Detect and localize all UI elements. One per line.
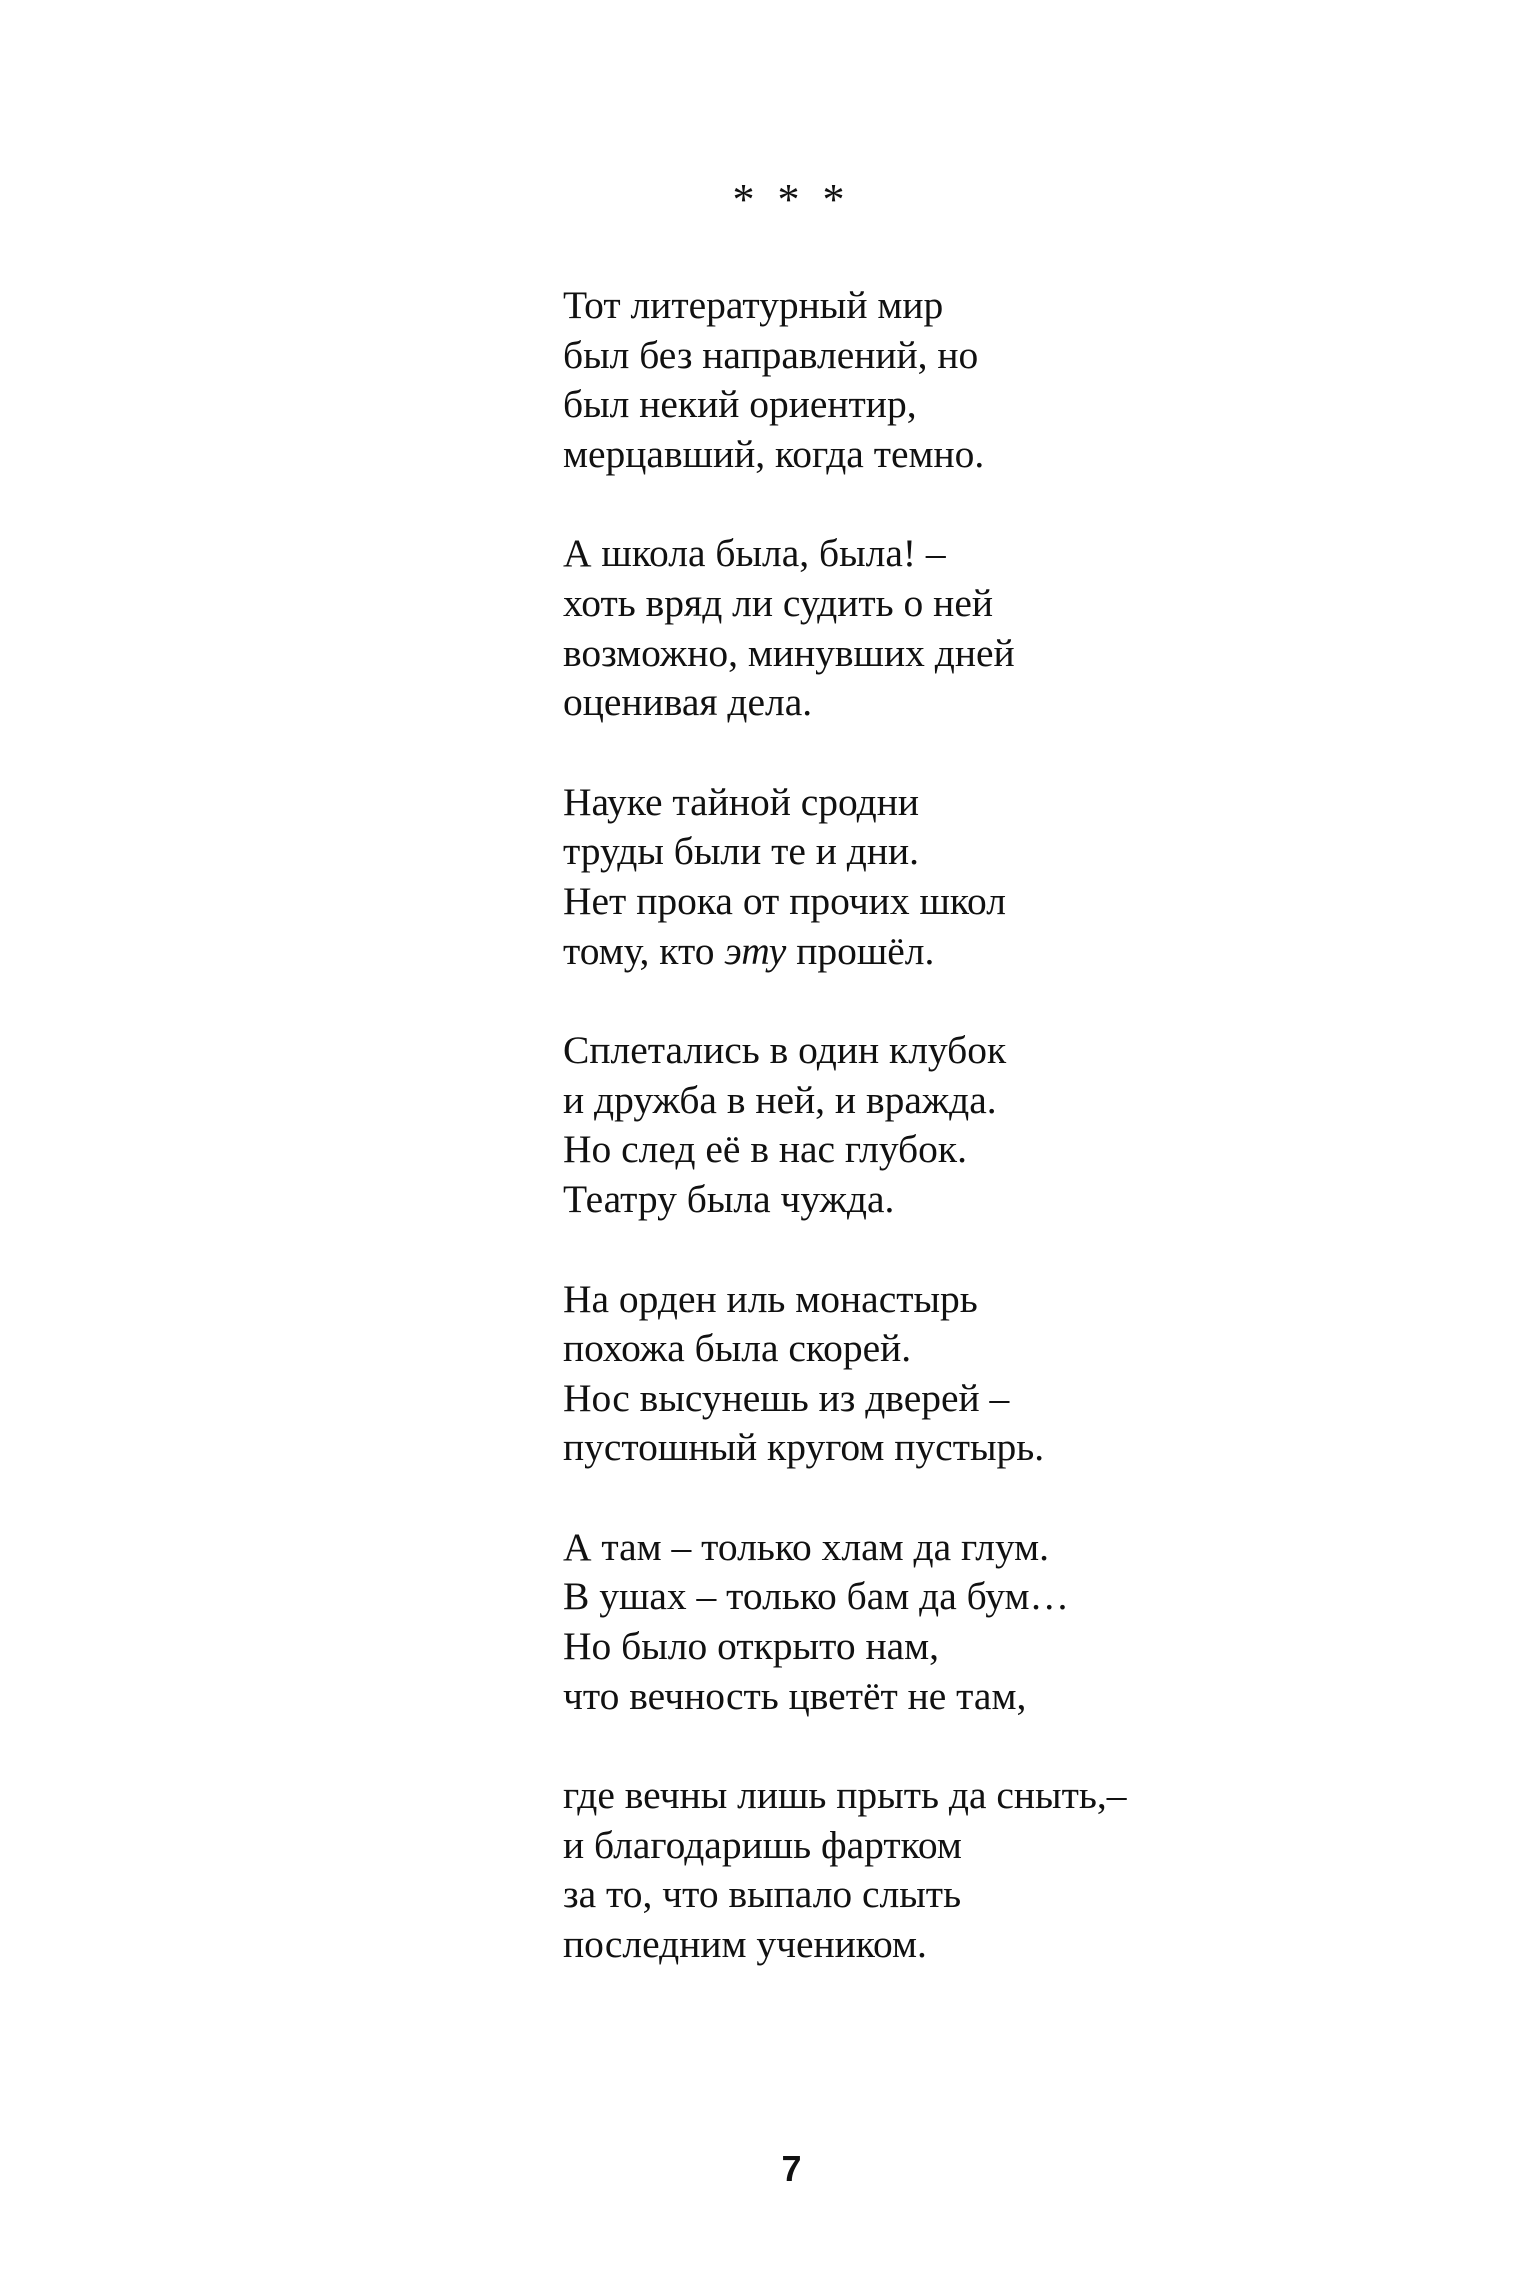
line-text-after: прошёл.	[786, 928, 935, 973]
poem-line: Но след её в нас глубок.	[563, 1127, 967, 1172]
poem-line: возможно, минувших дней	[563, 630, 1015, 675]
stanza-1	[563, 281, 1463, 479]
poem-line: пустошный кругом пустырь.	[563, 1425, 1045, 1470]
poem-line: последним учеником.	[563, 1922, 927, 1967]
stanza-2	[563, 529, 1463, 727]
poem-line: похожа была скорей.	[563, 1326, 912, 1371]
poem-line: был без направлений, но	[563, 332, 979, 377]
stanza-4	[563, 1026, 1463, 1224]
stanza-6	[563, 1523, 1463, 1721]
poem-line: На орден иль монастырь	[563, 1276, 978, 1321]
poem-line: был некий ориентир,	[563, 382, 917, 427]
poem-line: Тот литературный мир	[563, 283, 944, 327]
poem-line: Но было открыто нам,	[563, 1624, 940, 1669]
poem-line: Нет прока от прочих школ	[563, 878, 1006, 923]
poem-line: Театру была чужда.	[563, 1176, 895, 1221]
poem-line: хоть вряд ли судить о ней	[563, 580, 993, 625]
poem-line: за то, что выпало слыть	[563, 1872, 962, 1917]
poem-line: Науке тайной сродни	[563, 779, 920, 824]
poem	[563, 281, 1463, 2020]
poem-line: мерцавший, когда темно.	[563, 431, 985, 476]
poem-line: Нос высунешь из дверей –	[563, 1375, 1010, 1420]
poem-line: что вечность цветёт не там,	[563, 1673, 1027, 1718]
poem-line: и дружба в ней, и вражда.	[563, 1077, 997, 1122]
poem-line: и благодаришь фартком	[563, 1822, 962, 1867]
section-divider-asterisks: * * *	[732, 175, 851, 224]
italic-word: эту	[724, 928, 787, 973]
stanza-5	[563, 1275, 1463, 1473]
stanza-7	[563, 1771, 1463, 1969]
poem-line: А школа была, была! –	[563, 531, 946, 576]
poem-line: А там – только хлам да глум.	[563, 1524, 1050, 1569]
line-text-before: тому, кто	[563, 928, 725, 973]
poem-line: Сплетались в один клубок	[563, 1028, 1007, 1073]
poem-line: оценивая дела.	[563, 680, 813, 725]
poem-line: где вечны лишь прыть да сныть,–	[563, 1773, 1127, 1818]
poem-line: В ушах – только бам да бум…	[563, 1574, 1069, 1619]
page-number: 7	[781, 2148, 802, 2189]
poem-line-with-italic	[563, 927, 1463, 977]
stanza-3	[563, 778, 1463, 976]
poem-line: труды были те и дни.	[563, 829, 920, 874]
